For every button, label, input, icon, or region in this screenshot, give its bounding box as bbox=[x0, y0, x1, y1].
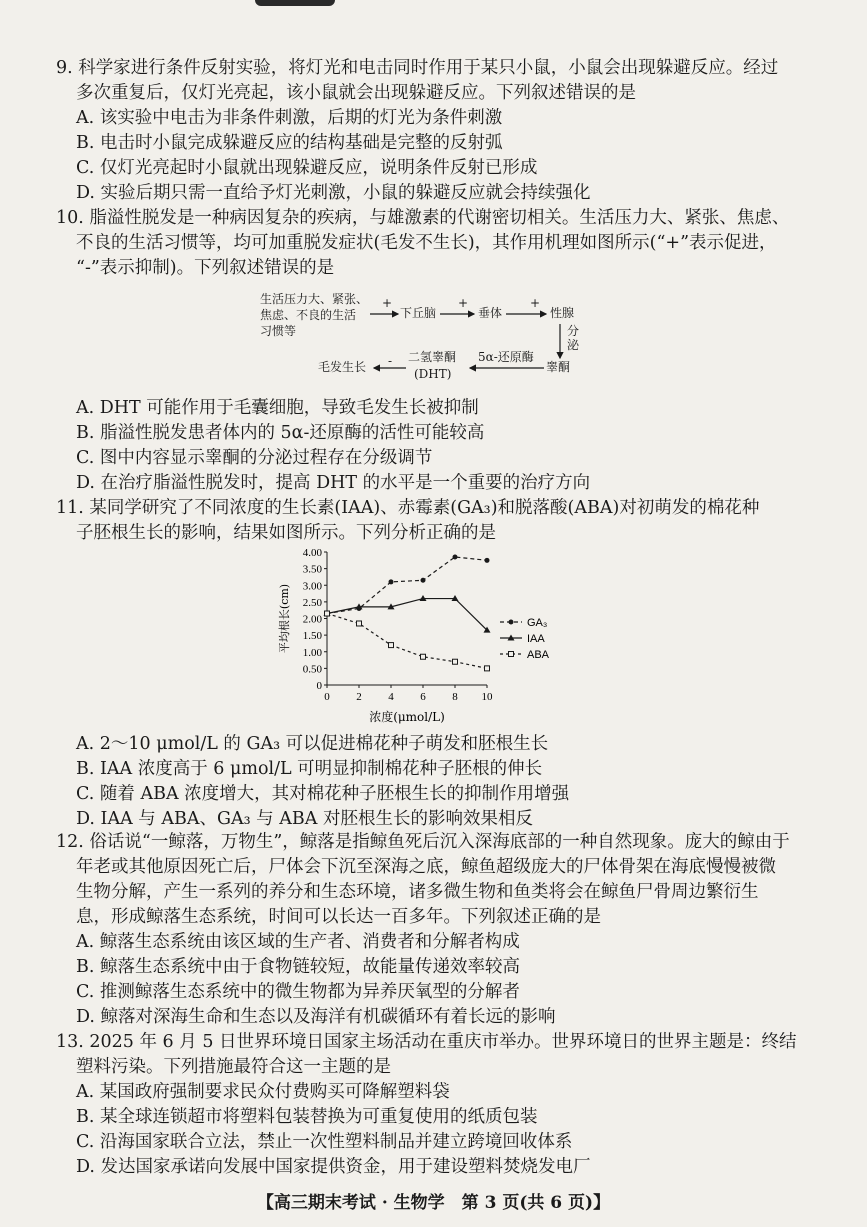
dht-label: 二氢睾酮 bbox=[408, 350, 457, 364]
top-binding-mark bbox=[255, 0, 335, 6]
question-10 bbox=[56, 206, 816, 281]
legend-label: IAA bbox=[527, 633, 545, 645]
testosterone-label: 睾酮 bbox=[546, 360, 571, 374]
y-tick-label: 1.50 bbox=[302, 630, 322, 643]
data-point bbox=[421, 654, 426, 659]
question-10-options bbox=[56, 396, 816, 496]
question-11-option-c: C. 随着 ABA 浓度增大，其对棉花种子胚根生长的抑制作用增强 bbox=[76, 784, 570, 804]
y-tick-label: 4.00 bbox=[302, 547, 322, 559]
question-12-stem-line: 年老或其他原因死亡后，尸体会下沉至深海之底，鲸鱼超级庞大的尸体骨架在海底慢慢被微 bbox=[76, 857, 776, 877]
question-10-option-b: B. 脂溢性脱发患者体内的 5α-还原酶的活性可能较高 bbox=[76, 423, 485, 443]
question-9-option-b: B. 电击时小鼠完成躲避反应的结构基础是完整的反射弧 bbox=[76, 133, 503, 153]
question-10-option-d: D. 在治疗脂溢性脱发时，提高 DHT 的水平是一个重要的治疗方向 bbox=[76, 473, 591, 493]
question-11-option-b: B. IAA 浓度高于 6 μmol/L 可明显抑制棉花种子胚根的伸长 bbox=[76, 759, 543, 779]
y-tick-label: 2.50 bbox=[302, 596, 322, 609]
pituitary-label: 垂体 bbox=[478, 306, 503, 320]
data-point bbox=[485, 666, 490, 671]
series-line-1 bbox=[327, 599, 487, 631]
legend-marker bbox=[509, 620, 514, 625]
page-footer: 【高三期末考试 · 生物学 第 3 页(共 6 页)】 bbox=[256, 1193, 611, 1213]
root-length-chart bbox=[272, 540, 572, 725]
question-9 bbox=[56, 56, 816, 206]
x-axis-label: 浓度(μmol/L) bbox=[369, 710, 445, 724]
question-10-stem-line: “-”表示抑制)。下列叙述错误的是 bbox=[76, 258, 335, 278]
plus-sign: + bbox=[382, 296, 393, 310]
x-tick-label: 8 bbox=[452, 691, 458, 703]
data-point bbox=[421, 578, 426, 583]
y-tick-label: 0.50 bbox=[302, 663, 322, 676]
legend-marker bbox=[509, 652, 514, 657]
question-9-option-a: A. 该实验中电击为非条件刺激，后期的灯光为条件刺激 bbox=[76, 108, 503, 128]
hypothalamus-label: 下丘脑 bbox=[400, 306, 437, 320]
x-tick-label: 2 bbox=[356, 691, 362, 703]
question-13-stem-line: 塑料污染。下列措施最符合这一主题的是 bbox=[76, 1057, 391, 1077]
question-12-option-d: D. 鲸落对深海生命和生态以及海洋有机碳循环有着长远的影响 bbox=[76, 1007, 556, 1027]
x-tick-label: 0 bbox=[324, 691, 330, 703]
question-13-option-a: A. 某国政府强制要求民众付费购买可降解塑料袋 bbox=[76, 1082, 450, 1102]
question-10-option-a: A. DHT 可能作用于毛囊细胞，导致毛发生长被抑制 bbox=[76, 398, 479, 418]
series-line-0 bbox=[327, 557, 487, 614]
mechanism-flow-diagram bbox=[260, 290, 590, 385]
secrete-label: 分泌 bbox=[567, 324, 580, 352]
question-9-stem-line: 9. 科学家进行条件反射实验，将灯光和电击同时作用于某只小鼠，小鼠会出现躲避反应。经过 bbox=[56, 58, 779, 78]
question-13-option-c: C. 沿海国家联合立法，禁止一次性塑料制品并建立跨境回收体系 bbox=[76, 1132, 573, 1152]
y-tick-label: 0 bbox=[316, 680, 322, 692]
data-point bbox=[357, 621, 362, 626]
x-tick-label: 6 bbox=[420, 691, 426, 703]
question-13 bbox=[56, 1030, 816, 1180]
stress-factors-label: 习惯等 bbox=[260, 324, 297, 338]
y-axis-label: 平均根长(cm) bbox=[278, 583, 291, 654]
question-11-option-a: A. 2～10 μmol/L 的 GA₃ 可以促进棉花种子萌发和胚根生长 bbox=[76, 734, 549, 754]
question-13-option-b: B. 某全球连锁超市将塑料包装替换为可重复使用的纸质包装 bbox=[76, 1107, 538, 1127]
question-11-options bbox=[56, 732, 816, 832]
data-point bbox=[389, 643, 394, 648]
question-12-option-a: A. 鲸落生态系统由该区域的生产者、消费者和分解者构成 bbox=[76, 932, 520, 952]
question-11-stem-line: 子胚根生长的影响，结果如图所示。下列分析正确的是 bbox=[76, 523, 496, 543]
enzyme-label: 5α-还原酶 bbox=[478, 350, 534, 364]
stress-factors-label: 生活压力大、紧张、 bbox=[260, 292, 369, 306]
legend-label: GA₃ bbox=[527, 617, 548, 629]
question-10-stem-line: 不良的生活习惯等，均可加重脱发症状(毛发不生长)，其作用机理如图所示(“+”表示促进， bbox=[76, 233, 777, 253]
question-11-stem-line: 11. 某同学研究了不同浓度的生长素(IAA)、赤霉素(GA₃)和脱落酸(ABA)对初萌发的棉花种 bbox=[56, 498, 760, 518]
question-12-option-c: C. 推测鲸落生态系统中的微生物都为异养厌氧型的分解者 bbox=[76, 982, 520, 1002]
question-11 bbox=[56, 496, 816, 546]
data-point bbox=[389, 579, 394, 584]
minus-sign: - bbox=[388, 354, 393, 368]
y-tick-label: 3.00 bbox=[302, 580, 322, 593]
y-tick-label: 2.00 bbox=[302, 613, 322, 626]
question-10-stem-line: 10. 脂溢性脱发是一种病因复杂的疾病，与雄激素的代谢密切相关。生活压力大、紧张、焦虑、 bbox=[56, 208, 790, 228]
x-tick-label: 4 bbox=[388, 691, 394, 703]
legend-label: ABA bbox=[527, 649, 550, 661]
hair-growth-label: 毛发生长 bbox=[318, 360, 367, 374]
question-11-option-d: D. IAA 与 ABA、GA₃ 与 ABA 对胚根生长的影响效果相反 bbox=[76, 809, 533, 829]
question-12-stem-line: 生物分解，产生一系列的养分和生态环境，诸多微生物和鱼类将会在鲸鱼尸骨周边繁衍生 bbox=[76, 882, 759, 902]
data-point bbox=[325, 611, 330, 616]
question-12 bbox=[56, 830, 816, 1030]
y-tick-label: 3.50 bbox=[302, 563, 322, 576]
question-9-stem-line: 多次重复后，仅灯光亮起，该小鼠就会出现躲避反应。下列叙述错误的是 bbox=[76, 83, 636, 103]
dht-abbr-label: (DHT) bbox=[414, 367, 452, 381]
data-point bbox=[453, 659, 458, 664]
series-line-2 bbox=[327, 614, 487, 669]
data-point bbox=[453, 554, 458, 559]
gonad-label: 性腺 bbox=[550, 306, 575, 320]
question-10-option-c: C. 图中内容显示睾酮的分泌过程存在分级调节 bbox=[76, 448, 433, 468]
question-13-option-d: D. 发达国家承诺向发展中国家提供资金，用于建设塑料焚烧发电厂 bbox=[76, 1157, 591, 1177]
data-point bbox=[485, 558, 490, 563]
question-13-stem-line: 13. 2025 年 6 月 5 日世界环境日国家主场活动在重庆市举办。世界环境日的世界主题是：终结 bbox=[56, 1032, 797, 1052]
x-tick-label: 10 bbox=[481, 691, 493, 703]
question-12-option-b: B. 鲸落生态系统中由于食物链较短，故能量传递效率较高 bbox=[76, 957, 520, 977]
plus-sign: + bbox=[458, 296, 469, 310]
question-12-stem-line: 息，形成鲸落生态系统，时间可以长达一百多年。下列叙述正确的是 bbox=[76, 907, 601, 927]
question-12-stem-line: 12. 俗话说“一鲸落，万物生”，鲸落是指鲸鱼死后沉入深海底部的一种自然现象。庞大的鲸由于 bbox=[56, 832, 790, 852]
question-9-option-c: C. 仅灯光亮起时小鼠就出现躲避反应，说明条件反射已形成 bbox=[76, 158, 538, 178]
y-tick-label: 1.00 bbox=[302, 646, 322, 659]
stress-factors-label: 焦虑、不良的生活 bbox=[260, 308, 357, 322]
question-9-option-d: D. 实验后期只需一直给予灯光刺激，小鼠的躲避反应就会持续强化 bbox=[76, 183, 591, 203]
flow-arrows bbox=[260, 290, 590, 385]
root-length-chart-svg bbox=[272, 540, 572, 725]
plus-sign: + bbox=[530, 296, 541, 310]
